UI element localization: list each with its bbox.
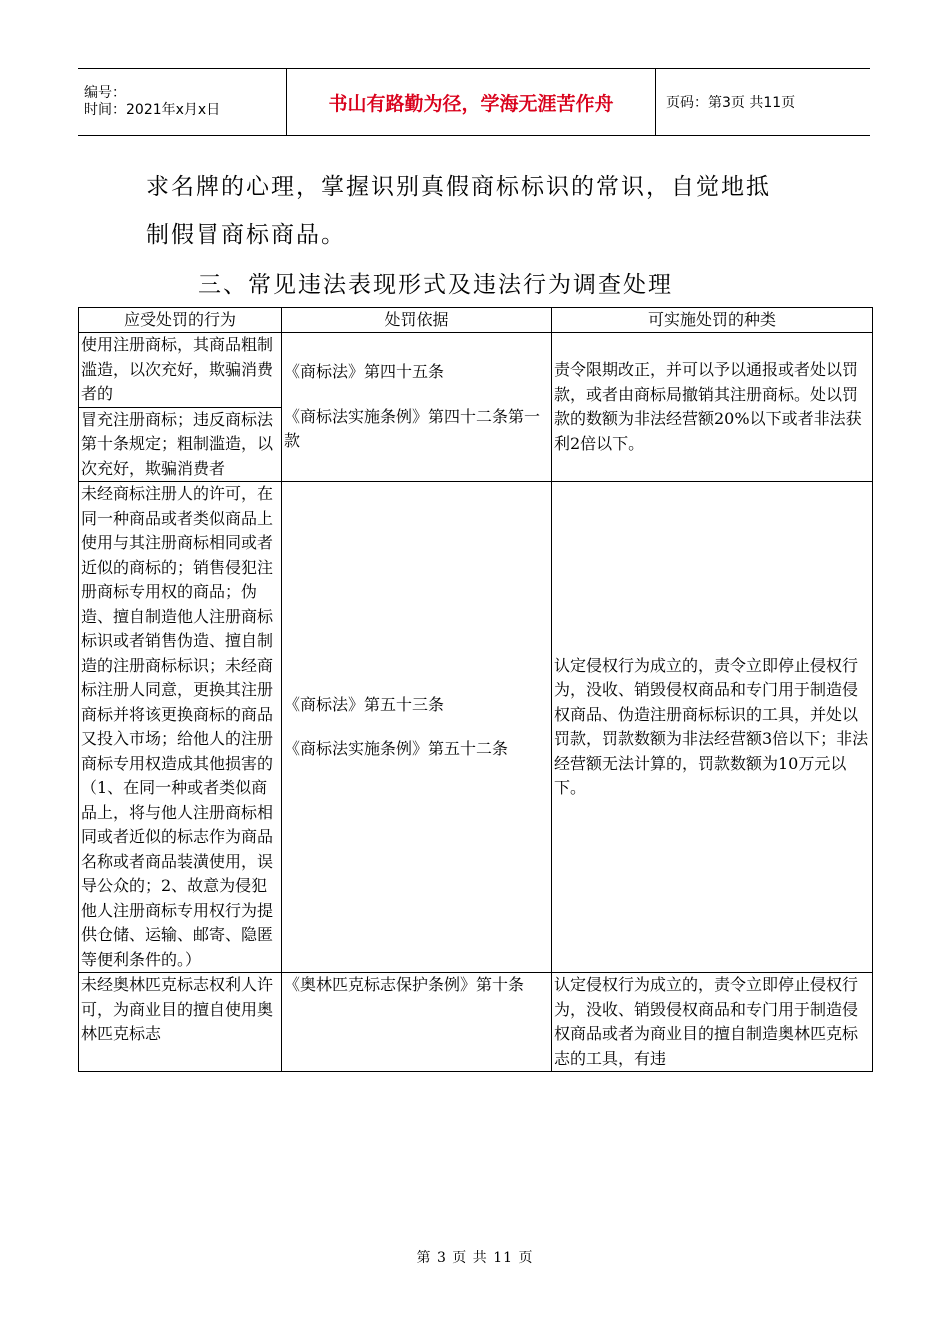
- penalty-cell: 认定侵权行为成立的，责令立即停止侵权行为，没收、销毁侵权商品和专门用于制造侵权商品、伪造注册商标标识的工具，并处以罚款，罚款数额为非法经营额3倍以下；非法经营额无法计算的，罚款数额为10万元以下。: [552, 482, 873, 973]
- basis-line: 《商标法实施条例》第四十二条第一款: [284, 406, 541, 451]
- document-header: [78, 68, 870, 136]
- section-heading: 三、常见违法表现形式及违法行为调查处理: [198, 272, 673, 298]
- behavior-cell: 未经奥林匹克标志权利人许可，为商业目的擅自使用奥林匹克标志: [79, 973, 282, 1072]
- paragraph-line-1: 求名牌的心理，掌握识别真假商标标识的常识，自觉地抵: [146, 174, 771, 200]
- column-header-basis: 处罚依据: [282, 308, 552, 333]
- paragraph-line-2: 制假冒商标商品。: [146, 222, 346, 248]
- table-header-row: [79, 308, 873, 333]
- header-motto: 书山有路勤为径，学海无涯苦作舟: [287, 69, 656, 136]
- basis-cell: [282, 482, 552, 973]
- penalty-cell: 责令限期改正，并可以予以通报或者处以罚款，或者由商标局撤销其注册商标。处以罚款的数额为非法经营额20%以下或者非法获利2倍以下。: [552, 333, 873, 482]
- behavior-cell: 冒充注册商标；违反商标法第十条规定；粗制滥造，以次充好，欺骗消费者: [79, 407, 282, 482]
- basis-cell: 《奥林匹克标志保护条例》第十条: [282, 973, 552, 1072]
- table-row: [79, 482, 873, 973]
- basis-line: 《商标法实施条例》第五十二条: [284, 739, 509, 758]
- column-header-behavior: 应受处罚的行为: [79, 308, 282, 333]
- header-meta: [78, 69, 287, 136]
- basis-cell: [282, 333, 552, 482]
- basis-line: 《商标法》第四十五条: [284, 362, 445, 382]
- behavior-cell: 使用注册商标，其商品粗制滥造，以次充好，欺骗消费者的: [79, 333, 282, 408]
- column-header-penalty: 可实施处罚的种类: [552, 308, 873, 333]
- document-number: 编号：: [84, 85, 126, 101]
- basis-line: 《商标法》第五十三条: [284, 694, 445, 714]
- page-footer: 第 3 页 共 11 页: [416, 1250, 534, 1266]
- penalty-cell: 认定侵权行为成立的，责令立即停止侵权行为，没收、销毁侵权商品和专门用于制造侵权商品或者为商业目的擅自制造奥林匹克标志的工具，有违: [552, 973, 873, 1072]
- table-row: [79, 333, 873, 408]
- table-row: [79, 973, 873, 1072]
- header-page-info: 页码：第3页 共11页: [656, 69, 871, 136]
- document-date: 时间：2021年x月x日: [84, 102, 221, 118]
- behavior-cell: 未经商标注册人的许可，在同一种商品或者类似商品上使用与其注册商标相同或者近似的商标的；销售侵犯注册商标专用权的商品；伪造、擅自制造他人注册商标标识或者销售伪造、擅自制造的注册商标标识；未经商标注册人同意，更换其注册商标并将该更换商标的商品又投入市场；给他人的注册商标专用权造成其他损害的（1、在同一种或者类似商品上，将与他人注册商标相同或者近似的标志作为商品名称或者商品装潢使用，误导公众的；2、故意为侵犯他人注册商标专用权行为提供仓储、运输、邮寄、隐匿等便利条件的。）: [79, 482, 282, 973]
- penalty-table: [78, 307, 873, 1072]
